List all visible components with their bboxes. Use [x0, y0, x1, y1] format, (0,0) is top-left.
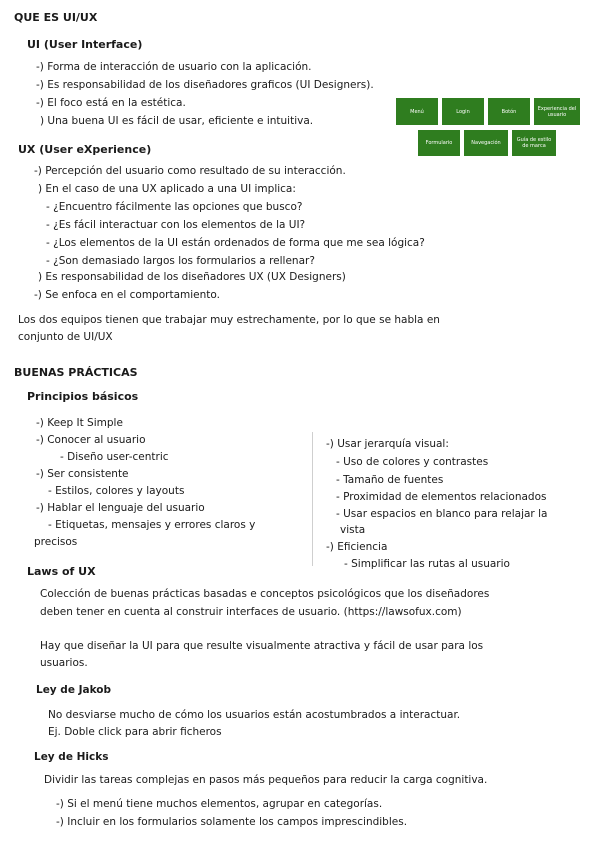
diagram-box-login: Login [442, 98, 484, 125]
principle-line: -) Hablar el lenguaje del usuario [36, 502, 205, 514]
ux-line: - ¿Encuentro fácilmente las opciones que busco? [46, 201, 303, 213]
jakob-line: No desviarse mucho de cómo los usuarios están acostumbrados a interactuar. [48, 709, 461, 721]
principle-line: -) Eficiencia [326, 541, 388, 553]
principle-line: - Proximidad de elementos relacionados [336, 491, 547, 503]
diagram-box-button: Botón [488, 98, 530, 125]
principle-line: - Tamaño de fuentes [336, 474, 444, 486]
ux-line: - ¿Son demasiado largos los formularios a rellenar? [46, 255, 315, 267]
conclusion-line: Los dos equipos tienen que trabajar muy estrechamente, por lo que se habla en [18, 314, 440, 326]
conclusion-line: conjunto de UI/UX [18, 331, 113, 343]
ux-line: ) En el caso de una UX aplicado a una UI implica: [38, 183, 296, 195]
hicks-line: -) Si el menú tiene muchos elementos, agrupar en categorías. [56, 798, 383, 810]
principle-line: - Simplificar las rutas al usuario [344, 558, 510, 570]
principle-line: -) Keep It Simple [36, 417, 123, 429]
jakob-heading: Ley de Jakob [36, 684, 112, 696]
laws-line: Hay que diseñar la UI para que resulte visualmente atractiva y fácil de usar para los [40, 640, 484, 652]
ui-heading: UI (User Interface) [27, 38, 143, 51]
principles-heading: Principios básicos [27, 390, 139, 403]
principle-line: - Estilos, colores y layouts [48, 485, 185, 497]
ux-line: - ¿Los elementos de la UI están ordenados de forma que me sea lógica? [46, 237, 425, 249]
laws-line: Colección de buenas prácticas basadas e conceptos psicológicos que los diseñadores [40, 588, 490, 600]
ux-line: -) Percepción del usuario como resultado de su interacción. [34, 165, 346, 177]
principle-line: vista [340, 524, 366, 536]
ui-line: -) Forma de interacción de usuario con la aplicación. [36, 61, 312, 73]
principle-line: - Diseño user-centric [60, 451, 169, 463]
hicks-heading: Ley de Hicks [34, 751, 109, 763]
jakob-line: Ej. Doble click para abrir ficheros [48, 726, 222, 738]
hicks-line: -) Incluir en los formularios solamente los campos imprescindibles. [56, 816, 408, 828]
principle-line: - Usar espacios en blanco para relajar la [336, 508, 548, 520]
diagram-box-navigation: Navegación [464, 130, 508, 156]
laws-line: usuarios. [40, 657, 88, 669]
principle-line: - Uso de colores y contrastes [336, 456, 489, 468]
laws-heading: Laws of UX [27, 565, 96, 578]
diagram-box-form: Formulario [418, 130, 460, 156]
ux-line: - ¿Es fácil interactuar con los elementos de la UI? [46, 219, 306, 231]
diagram-box-brand-style-guide: Guía de estilo de marca [512, 130, 556, 156]
column-divider [312, 432, 313, 566]
ui-line: -) El foco está en la estética. [36, 97, 186, 109]
laws-line: deben tener en cuenta al construir interfaces de usuario. (https://lawsofux.com) [40, 606, 462, 618]
principle-line: -) Usar jerarquía visual: [326, 438, 449, 450]
principle-line: precisos [34, 536, 78, 548]
principle-line: -) Conocer al usuario [36, 434, 146, 446]
principle-line: -) Ser consistente [36, 468, 129, 480]
ui-line: -) Es responsabilidad de los diseñadores graficos (UI Designers). [36, 79, 374, 91]
diagram-box-user-experience: Experiencia del usuario [534, 98, 580, 125]
page-title: QUE ES UI/UX [14, 11, 98, 24]
ux-line: -) Se enfoca en el comportamiento. [34, 289, 220, 301]
ux-line: ) Es responsabilidad de los diseñadores UX (UX Designers) [38, 271, 346, 283]
principle-line: - Etiquetas, mensajes y errores claros y [48, 519, 256, 531]
practices-title: BUENAS PRÁCTICAS [14, 366, 138, 379]
ui-line: ) Una buena UI es fácil de usar, eficiente e intuitiva. [40, 115, 314, 127]
ux-heading: UX (User eXperience) [18, 143, 152, 156]
diagram-box-menu: Menú [396, 98, 438, 125]
hicks-line: Dividir las tareas complejas en pasos más pequeños para reducir la carga cognitiva. [44, 774, 488, 786]
